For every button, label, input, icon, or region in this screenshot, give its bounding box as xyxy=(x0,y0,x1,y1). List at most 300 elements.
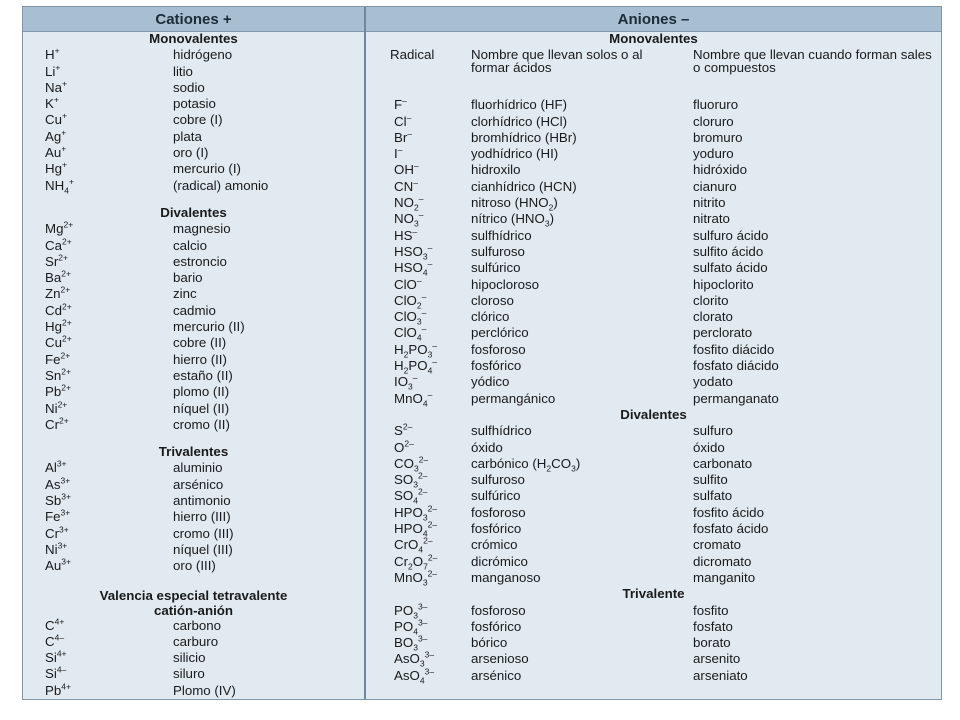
ion-symbol xyxy=(366,130,471,146)
ion-symbol xyxy=(366,472,471,488)
salt-name: sulfito ácido xyxy=(693,243,764,259)
ion-charge: 4+ xyxy=(56,648,67,659)
ion-table xyxy=(22,6,942,700)
salt-name: nitrato xyxy=(693,211,730,227)
ion-charge: – xyxy=(407,128,413,139)
cation-row xyxy=(23,129,364,145)
salt-name: fosfito ácido xyxy=(693,504,764,520)
anion-row xyxy=(366,293,941,309)
ion-charge: 2+ xyxy=(62,333,72,344)
ion-name: cadmio xyxy=(173,302,216,318)
symbol-text: ClO xyxy=(394,276,417,292)
acid-name xyxy=(471,260,693,276)
ion-charge: 3+ xyxy=(59,524,69,535)
ion-charge: – xyxy=(421,307,427,318)
anion-row xyxy=(366,260,941,276)
symbol-subscript-2: 3 xyxy=(427,349,433,360)
anion-row xyxy=(366,195,941,211)
acid-text: nítrico (HNO xyxy=(471,211,545,227)
acid-text: sulfúrico xyxy=(471,260,521,276)
symbol-subscript: 2 xyxy=(408,561,413,572)
symbol-text: Ag xyxy=(45,128,62,144)
cation-row xyxy=(23,319,364,335)
ion-charge: 2– xyxy=(417,470,428,481)
symbol-text: Fe xyxy=(45,509,61,525)
symbol-text: SO xyxy=(394,472,414,488)
symbol-text: Ba xyxy=(45,270,62,286)
ion-charge: 3+ xyxy=(57,540,68,551)
ion-charge: 2– xyxy=(423,535,433,546)
anion-row xyxy=(366,358,941,374)
symbol-text: Li xyxy=(45,63,56,79)
cat-divalentes-list xyxy=(23,221,364,433)
ion-symbol xyxy=(366,649,471,670)
symbol-subscript: 4 xyxy=(413,496,418,507)
cation-row xyxy=(23,96,364,112)
ion-charge: 3+ xyxy=(60,475,71,486)
ion-charge: – xyxy=(421,324,427,335)
ion-symbol xyxy=(366,195,471,211)
ani-divalentes-list xyxy=(366,423,941,586)
section-title-ani-monovalentes: Monovalentes xyxy=(609,31,698,46)
symbol-text: S xyxy=(394,423,403,439)
ion-symbol xyxy=(366,537,471,553)
acid-text: carbónico (H xyxy=(471,455,547,471)
ion-symbol xyxy=(23,221,173,237)
ion-charge: 3– xyxy=(417,633,428,644)
ion-name: potasio xyxy=(173,96,216,112)
cation-row xyxy=(23,401,364,417)
symbol-text: IO xyxy=(394,374,409,390)
anion-row xyxy=(366,649,941,670)
symbol-subscript: 3 xyxy=(413,642,418,653)
symbol-text: Ni xyxy=(45,400,58,416)
ion-name: carbono xyxy=(173,617,222,633)
ion-name: oro (III) xyxy=(173,558,216,574)
ion-symbol xyxy=(366,521,471,537)
symbol-subscript: 2 xyxy=(403,349,409,360)
ion-charge: 4– xyxy=(56,664,67,675)
ion-charge: 2– xyxy=(418,454,429,465)
anion-row xyxy=(366,456,941,472)
cation-row xyxy=(23,286,364,302)
acid-name xyxy=(471,244,693,260)
symbol-subscript: 4 xyxy=(418,544,424,555)
ion-symbol xyxy=(23,352,173,368)
acid-text: hidroxilo xyxy=(471,162,521,178)
symbol-subscript: 4 xyxy=(422,528,428,539)
ion-name: magnesio xyxy=(173,221,231,237)
acid-text-end-2: ) xyxy=(575,455,581,471)
ion-charge: + xyxy=(53,94,59,105)
ion-charge: 3+ xyxy=(60,507,71,518)
ion-name: bario xyxy=(173,270,203,286)
acid-text: crómico xyxy=(471,537,518,553)
ion-symbol xyxy=(23,80,173,96)
cat-trivalentes-list xyxy=(23,460,364,574)
ion-name: arsénico xyxy=(173,476,224,492)
ion-symbol xyxy=(23,650,173,666)
symbol-text: MnO xyxy=(394,390,423,406)
cation-row xyxy=(23,161,364,177)
acid-name xyxy=(471,195,693,211)
ion-name: plomo (II) xyxy=(173,384,230,400)
symbol-subscript: 2 xyxy=(413,202,419,213)
symbol-text: I xyxy=(394,146,398,162)
ion-name: litio xyxy=(173,63,193,79)
ion-symbol xyxy=(23,368,173,384)
ion-symbol xyxy=(366,391,471,407)
symbol-text: HPO xyxy=(394,504,423,520)
ion-symbol xyxy=(366,342,471,358)
salt-name: clorato xyxy=(693,309,733,325)
ion-name: hierro (III) xyxy=(173,509,231,525)
ion-charge: – xyxy=(412,372,418,383)
ion-symbol xyxy=(366,635,471,651)
salt-name: fluoruro xyxy=(693,97,739,113)
symbol-text: Cd xyxy=(45,302,62,318)
cation-row xyxy=(23,254,364,270)
anion-row xyxy=(366,209,941,230)
symbol-text: ClO xyxy=(394,325,417,341)
symbol-subscript: 4 xyxy=(422,398,428,409)
salt-name: óxido xyxy=(693,439,725,455)
acid-name xyxy=(471,211,693,230)
ion-symbol xyxy=(366,440,471,456)
ion-charge: 2– xyxy=(427,568,438,579)
symbol-text: Zn xyxy=(45,286,61,302)
cation-row xyxy=(23,145,364,161)
acid-name xyxy=(471,603,693,619)
section-title-cat-trivalentes: Trivalentes xyxy=(158,444,229,460)
anion-row xyxy=(366,472,941,488)
anion-row xyxy=(366,114,941,130)
salt-name: borato xyxy=(693,635,731,651)
ion-name: aluminio xyxy=(173,460,223,476)
ion-charge: – xyxy=(406,112,412,123)
ion-symbol xyxy=(23,145,173,161)
ion-charge: – xyxy=(421,291,427,302)
ion-charge: 2– xyxy=(402,421,413,432)
cationes-column xyxy=(23,31,364,699)
symbol-text: Ca xyxy=(45,237,62,253)
symbol-text: CO xyxy=(394,455,414,471)
ion-charge: + xyxy=(61,127,67,138)
ion-charge: + xyxy=(55,62,61,73)
acid-text: fosfórico xyxy=(471,618,522,634)
symbol-subscript: 3 xyxy=(413,463,419,474)
ion-symbol xyxy=(23,542,173,558)
symbol-text: NH xyxy=(45,177,65,193)
symbol-subscript: 3 xyxy=(419,659,425,670)
ion-charge: – xyxy=(397,144,403,155)
cation-row xyxy=(23,335,364,351)
cation-row xyxy=(23,47,364,63)
anion-row xyxy=(366,537,941,553)
ion-charge: 3+ xyxy=(61,556,71,567)
acid-text: hipocloroso xyxy=(471,276,540,292)
salt-name: carbonato xyxy=(693,455,753,471)
symbol-text: Sn xyxy=(45,367,62,383)
ion-charge: – xyxy=(412,226,418,237)
ion-symbol xyxy=(366,179,471,195)
salt-name: sulfato xyxy=(693,488,733,504)
ion-symbol xyxy=(23,558,173,574)
salt-name: cianuro xyxy=(693,178,737,194)
ion-name: estaño (II) xyxy=(173,367,233,383)
ion-name: plata xyxy=(173,128,202,144)
acid-name xyxy=(471,488,693,504)
symbol-text: Sr xyxy=(45,253,59,269)
symbol-text: H xyxy=(394,341,404,357)
salt-name: sulfuro xyxy=(693,423,733,439)
cation-row xyxy=(23,493,364,509)
acid-name xyxy=(471,325,693,341)
acid-name xyxy=(471,554,693,570)
salt-name: sulfito xyxy=(693,472,728,488)
ion-charge: 2– xyxy=(427,552,438,563)
anion-row xyxy=(366,130,941,146)
cat-monovalentes-list xyxy=(23,47,364,194)
symbol-subscript: 4 xyxy=(422,267,428,278)
cation-row xyxy=(23,384,364,400)
ion-symbol xyxy=(23,96,173,112)
ion-symbol xyxy=(23,47,173,63)
ion-symbol xyxy=(366,162,471,178)
acid-name xyxy=(471,162,693,178)
anion-row xyxy=(366,521,941,537)
acid-name xyxy=(471,635,693,651)
acid-text: fosfórico xyxy=(471,521,522,537)
symbol-text-2: O xyxy=(412,553,424,569)
ion-charge: + xyxy=(54,45,60,56)
acid-name xyxy=(471,277,693,293)
symbol-text: Hg xyxy=(45,161,62,177)
symbol-text: CN xyxy=(394,178,414,194)
anion-row xyxy=(366,342,941,358)
anion-row xyxy=(366,668,941,684)
symbol-subscript: 3 xyxy=(413,219,419,230)
ion-charge: 2+ xyxy=(62,317,72,328)
symbol-text: Hg xyxy=(45,319,62,335)
salt-name: arsenito xyxy=(693,651,741,667)
col-header-acid: Nombre que llevan solos o al formar ácidos xyxy=(471,47,643,76)
cation-row xyxy=(23,460,364,476)
acid-name xyxy=(471,358,693,374)
symbol-text: Cr xyxy=(45,525,60,541)
ion-name: sodio xyxy=(173,79,205,95)
symbol-text: C xyxy=(45,617,55,633)
cation-row xyxy=(23,303,364,319)
ion-symbol xyxy=(23,683,173,699)
cation-row xyxy=(23,650,364,666)
salt-name: sulfuro ácido xyxy=(693,227,769,243)
cation-row xyxy=(23,417,364,433)
ion-charge: 2– xyxy=(427,503,438,514)
ion-name: mercurio (I) xyxy=(173,161,241,177)
anion-row xyxy=(366,228,941,244)
cation-row xyxy=(23,178,364,194)
salt-name: yodato xyxy=(693,374,733,390)
acid-text: sulfuroso xyxy=(471,472,525,488)
symbol-subscript: 3 xyxy=(413,610,418,621)
ion-symbol xyxy=(366,293,471,309)
ion-symbol xyxy=(23,335,173,351)
acid-name xyxy=(471,342,693,358)
acid-text: fosforoso xyxy=(471,504,526,520)
symbol-text: K xyxy=(45,96,54,112)
anion-row xyxy=(366,554,941,570)
symbol-subscript: 3 xyxy=(413,479,418,490)
aniones-column-headers xyxy=(366,47,941,97)
salt-name: fosfato xyxy=(693,618,733,634)
acid-text: sulfhídrico xyxy=(471,227,532,243)
symbol-text-2: PO xyxy=(408,358,428,374)
anion-row xyxy=(366,146,941,162)
symbol-text: Cu xyxy=(45,335,62,351)
cation-row xyxy=(23,509,364,525)
symbol-subscript-2: 4 xyxy=(427,365,433,376)
symbol-text: Pb xyxy=(45,384,62,400)
anion-row xyxy=(366,603,941,619)
acid-text: sulfuroso xyxy=(471,243,525,259)
salt-name: bromuro xyxy=(693,129,743,145)
ion-symbol xyxy=(366,554,471,570)
acid-text: clorhídrico (HCl) xyxy=(471,113,568,129)
anion-row xyxy=(366,162,941,178)
ion-symbol xyxy=(366,456,471,472)
cation-row xyxy=(23,666,364,682)
ion-charge: 3– xyxy=(417,601,428,612)
symbol-text: Br xyxy=(394,129,408,145)
ion-symbol xyxy=(23,129,173,145)
symbol-text: AsO xyxy=(394,667,420,683)
ion-symbol xyxy=(23,178,173,194)
ion-symbol xyxy=(23,526,173,542)
symbol-text: H xyxy=(394,358,404,374)
ion-charge: 2+ xyxy=(60,350,71,361)
aniones-column xyxy=(366,31,941,684)
ion-charge: 3+ xyxy=(56,459,67,469)
ion-charge: – xyxy=(402,95,407,106)
symbol-text: OH xyxy=(394,162,414,178)
salt-name: yoduro xyxy=(693,146,734,162)
acid-name xyxy=(471,228,693,244)
acid-name xyxy=(471,472,693,488)
salt-name: manganito xyxy=(693,569,756,585)
section-title-especial xyxy=(23,588,364,618)
col-header-radical: Radical xyxy=(390,47,435,63)
ion-charge: 4+ xyxy=(54,616,65,627)
cation-row xyxy=(23,683,364,699)
symbol-subscript: 4 xyxy=(416,333,422,344)
ion-symbol xyxy=(23,493,173,509)
acid-text: fosforoso xyxy=(471,602,526,618)
acid-subscript: 2 xyxy=(548,202,554,213)
section-title-ani-trivalente: Trivalente xyxy=(622,586,685,602)
acid-name xyxy=(471,651,693,667)
acid-name xyxy=(471,537,693,553)
especial-title-line1: Valencia especial tetravalente xyxy=(99,587,288,603)
ion-symbol xyxy=(366,146,471,162)
acid-name xyxy=(471,570,693,586)
ion-symbol xyxy=(23,477,173,493)
ion-charge: 2+ xyxy=(61,268,71,279)
ion-charge: – xyxy=(413,177,418,188)
ion-symbol xyxy=(23,417,173,433)
aniones-header: Aniones – xyxy=(366,7,941,32)
cat-especial-list xyxy=(23,618,364,699)
symbol-text: Au xyxy=(45,145,62,161)
ion-symbol xyxy=(366,668,471,684)
salt-name: fosfato diácido xyxy=(693,358,779,374)
ion-charge: – xyxy=(432,340,438,351)
symbol-text: HSO xyxy=(394,260,423,276)
symbol-subscript: 3 xyxy=(416,316,422,327)
section-title-cat-monovalentes: Monovalentes xyxy=(149,31,238,46)
salt-name: sulfato ácido xyxy=(693,260,768,276)
acid-text-end: CO xyxy=(551,455,572,471)
acid-text: fluorhídrico (HF) xyxy=(471,97,568,113)
ion-name: cobre (II) xyxy=(173,335,227,351)
ion-symbol xyxy=(23,64,173,80)
ion-name: hierro (II) xyxy=(173,351,227,367)
ion-name: antimonio xyxy=(173,493,231,509)
anion-row xyxy=(366,635,941,651)
symbol-text: HSO xyxy=(394,243,423,259)
symbol-text: MnO xyxy=(394,569,423,585)
ion-charge: – xyxy=(418,193,424,204)
acid-name xyxy=(471,391,693,407)
salt-name: fosfato ácido xyxy=(693,521,769,537)
ion-name: cromo (II) xyxy=(173,416,230,432)
symbol-text: H xyxy=(45,47,55,63)
symbol-text: Ni xyxy=(45,541,58,557)
symbol-text: BO xyxy=(394,635,414,651)
anion-row xyxy=(366,619,941,635)
ion-charge: 2– xyxy=(427,519,438,530)
ion-charge: 2+ xyxy=(62,301,72,312)
ion-symbol xyxy=(366,209,471,230)
symbol-text: NO xyxy=(394,211,414,227)
acid-text: cianhídrico (HCN) xyxy=(471,178,577,194)
acid-text: permangánico xyxy=(471,390,556,406)
salt-name: cloruro xyxy=(693,113,734,129)
ion-symbol xyxy=(366,358,471,374)
symbol-text: Mg xyxy=(45,221,64,237)
ion-charge: – xyxy=(432,356,438,367)
ion-symbol xyxy=(366,114,471,130)
ion-name: oro (I) xyxy=(173,145,209,161)
acid-text: bromhídrico (HBr) xyxy=(471,129,577,145)
symbol-subscript: 3 xyxy=(422,577,428,588)
symbol-text: Fe xyxy=(45,351,61,367)
ion-name: calcio xyxy=(173,237,207,253)
especial-title-line2: catión-anión xyxy=(153,602,234,618)
section-title-cat-divalentes: Divalentes xyxy=(160,204,227,220)
acid-name xyxy=(471,114,693,130)
ion-symbol xyxy=(23,286,173,302)
ion-charge: 3– xyxy=(424,649,435,660)
symbol-text: Cu xyxy=(45,112,62,128)
symbol-text: As xyxy=(45,476,61,492)
ion-charge: 2+ xyxy=(61,366,71,377)
ion-charge: 2– xyxy=(417,487,428,497)
symbol-text: AsO xyxy=(394,651,420,667)
cation-row xyxy=(23,618,364,634)
salt-name: dicromato xyxy=(693,553,752,569)
symbol-text: HPO xyxy=(394,521,423,537)
